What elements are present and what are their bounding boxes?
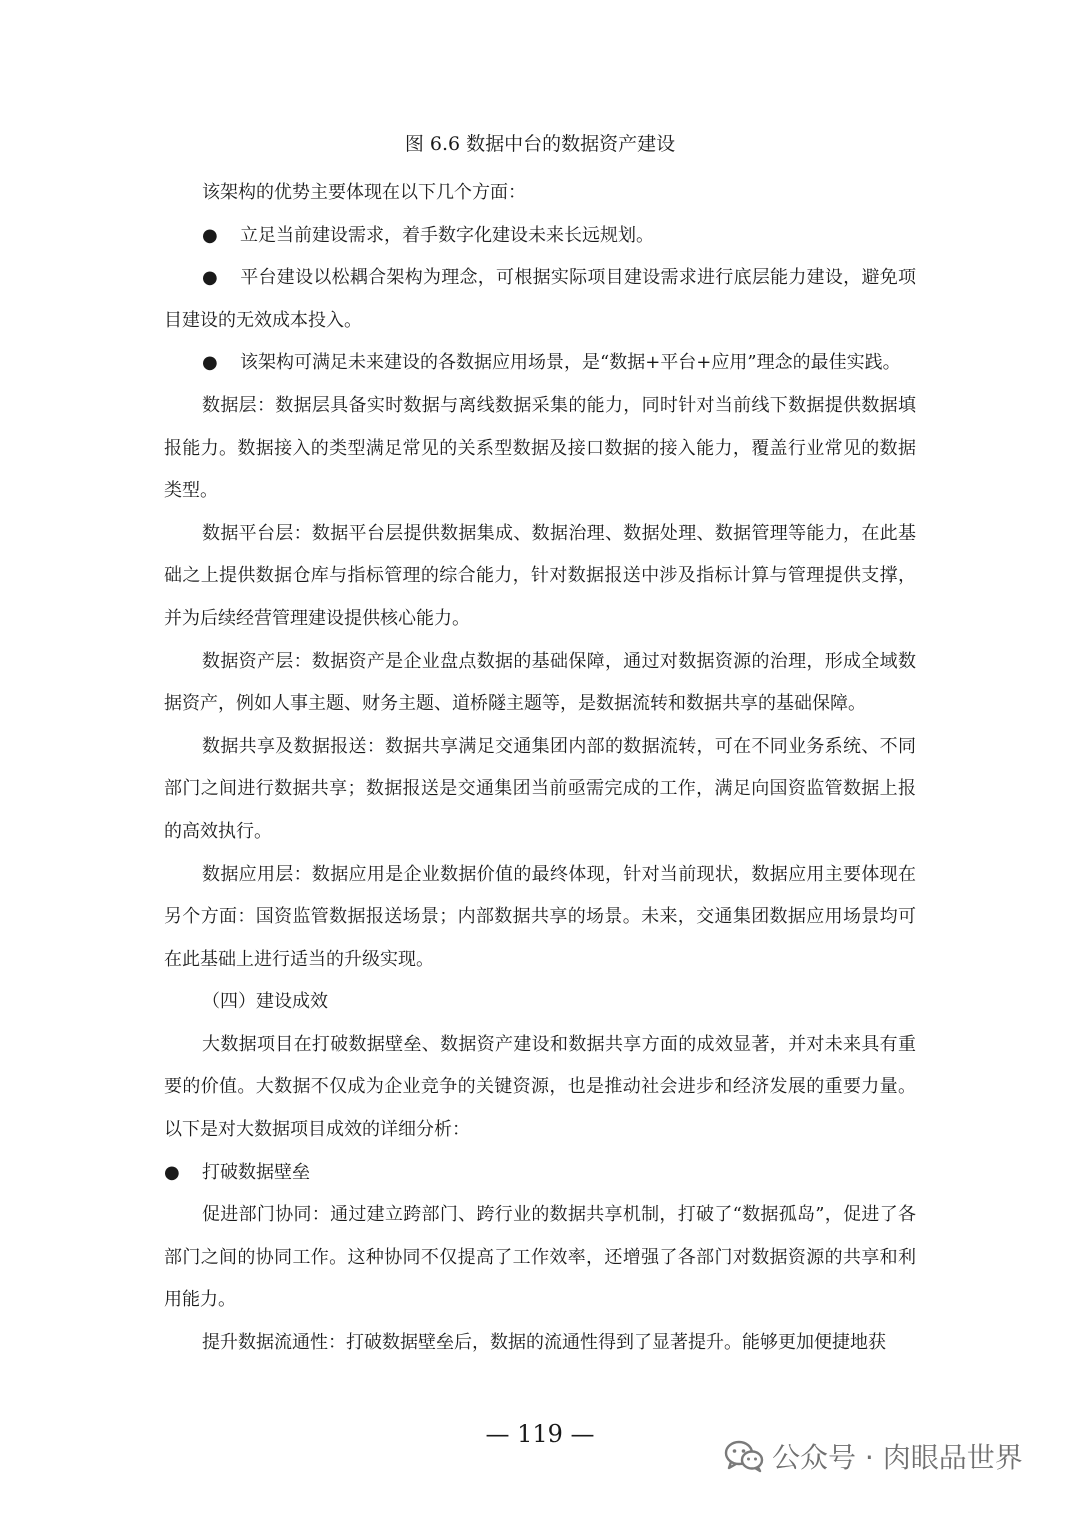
paragraph-sharing: 数据共享及数据报送：数据共享满足交通集团内部的数据流转，可在不同业务系统、不同部门之间进行数据共享；数据报送是交通集团当前亟需完成的工作，满足向国资监管数据上报的高效执行。 [164, 735, 916, 842]
bullet-text: 平台建设以松耦合架构为理念，可根据实际项目建设需求进行底层能力建设，避免项目建设的无效成本投入。 [164, 267, 916, 331]
section-heading: （四）建设成效 [202, 991, 328, 1013]
watermark [724, 1436, 1023, 1476]
bullet-item [164, 257, 916, 342]
figure-caption: 图 6.6 数据中台的数据资产建设 [404, 133, 676, 155]
paragraph-data-circulation: 提升数据流通性：打破数据壁垒后，数据的流通性得到了显著提升。能够更加便捷地获 [202, 1332, 886, 1354]
bullet-icon: ● [202, 352, 218, 374]
bullet-text: 立足当前建设需求，着手数字化建设未来长远规划。 [240, 224, 654, 246]
paragraph-data-layer: 数据层：数据层具备实时数据与离线数据采集的能力，同时针对当前线下数据提供数据填报能力。数据接入的类型满足常见的关系型数据及接口数据的接入能力，覆盖行业常见的数据类型。 [164, 394, 916, 502]
paragraph-application-layer: 数据应用层：数据应用是企业数据价值的最终体现，针对当前现状，数据应用主要体现在另个方面：国资监管数据报送场景；内部数据共享的场景。未来，交通集团数据应用场景均可在此基础上进行适当的升级实现。 [164, 863, 916, 970]
section-intro-paragraph: 大数据项目在打破数据壁垒、数据资产建设和数据共享方面的成效显著，并对未来具有重要的价值。大数据不仅成为企业竞争的关键资源，也是推动社会进步和经济发展的重要力量。以下是对大数据项目成效的详细分析： [164, 1033, 916, 1141]
bullet-icon: ● [202, 224, 218, 246]
paragraph-department-collaboration: 促进部门协同：通过建立跨部门、跨行业的数据共享机制，打破了“数据孤岛”，促进了各部门之间的协同工作。这种协同不仅提高了工作效率，还增强了各部门对数据资源的共享和利用能力。 [164, 1204, 916, 1311]
bullet-text: 该架构可满足未来建设的各数据应用场景，是“数据+平台+应用”理念的最佳实践。 [240, 352, 901, 374]
bullet-heading [164, 1152, 916, 1195]
bullet-item [164, 342, 916, 385]
bullet-item [164, 215, 916, 258]
wechat-icon [724, 1439, 764, 1473]
page-number: — 119 — [485, 1420, 595, 1448]
body-text [164, 172, 916, 1365]
bullet-icon: ● [202, 267, 218, 289]
paragraph-platform-layer: 数据平台层：数据平台层提供数据集成、数据治理、数据处理、数据管理等能力，在此基础之上提供数据仓库与指标管理的综合能力，针对数据报送中涉及指标计算与管理提供支撑，并为后续经营管理建设提供核心能力。 [164, 522, 916, 629]
intro-paragraph: 该架构的优势主要体现在以下几个方面： [202, 182, 526, 203]
watermark-text: 公众号 · 肉眼品世界 [772, 1441, 1023, 1474]
bullet-icon: ● [164, 1161, 180, 1183]
paragraph-asset-layer: 数据资产层：数据资产是企业盘点数据的基础保障，通过对数据资源的治理，形成全域数据资产，例如人事主题、财务主题、道桥隧主题等，是数据流转和数据共享的基础保障。 [164, 650, 916, 715]
bullet-heading-text: 打破数据壁垒 [202, 1161, 310, 1183]
